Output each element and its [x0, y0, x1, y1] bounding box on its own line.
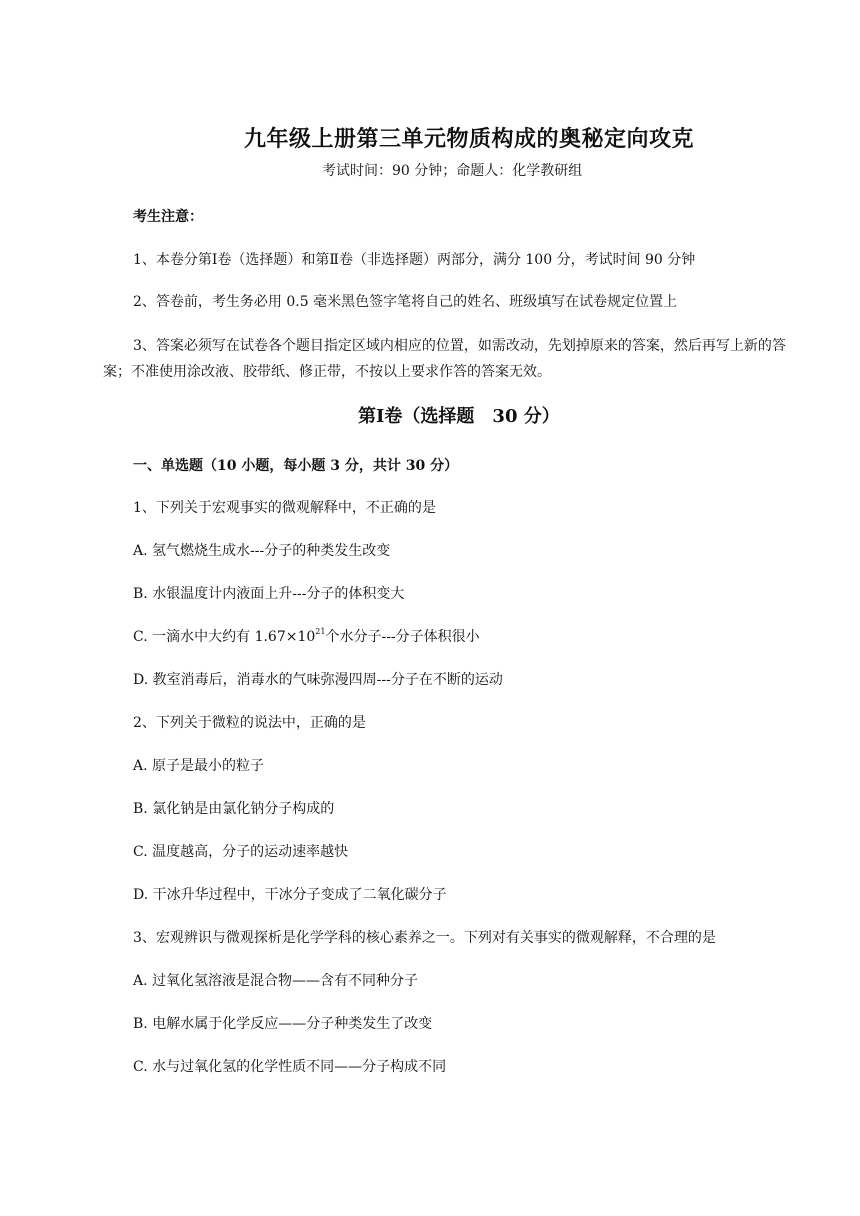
exponent: 21: [315, 627, 326, 636]
exam-title: 九年级上册第三单元物质构成的奥秘定向攻克: [244, 126, 695, 152]
question-1-option-d: D. 教室消毒后，消毒水的气味弥漫四周---分子在不断的运动: [133, 672, 503, 688]
notice-item-2: 2、答卷前，考生务必用 0.5 毫米黑色签字笔将自己的姓名、班级填写在试卷规定位置上: [133, 294, 678, 310]
question-2-option-b: B. 氯化钠是由氯化钠分子构成的: [133, 801, 335, 817]
question-2-stem: 2、下列关于微粒的说法中，正确的是: [133, 715, 366, 731]
notice-item-1: 1、本卷分第Ⅰ卷（选择题）和第Ⅱ卷（非选择题）两部分，满分 100 分，考试时间 90 分钟: [133, 252, 696, 268]
part-heading: 一、单选题（10 小题，每小题 3 分，共计 30 分）: [133, 458, 459, 474]
question-2-option-c: C. 温度越高，分子的运动速率越快: [133, 844, 349, 860]
option-c-text-tail: 个水分子---分子体积很小: [325, 629, 480, 645]
notice-heading: 考生注意：: [133, 209, 203, 225]
notice-item-3: 3、答案必须写在试卷各个题目指定区域内相应的位置，如需改动，先划掉原来的答案，然后再写上新的答案；不准使用涂改液、胶带纸、修正带，不按以上要求作答的答案无效。: [103, 338, 786, 380]
question-1-option-b: B. 水银温度计内液面上升---分子的体积变大: [133, 586, 405, 602]
question-1-option-c: [133, 626, 480, 646]
question-3-stem: 3、宏观辨识与微观探析是化学学科的核心素养之一。下列对有关事实的微观解释，不合理的是: [133, 930, 716, 946]
question-1-option-a: A. 氢气燃烧生成水---分子的种类发生改变: [133, 543, 391, 559]
question-3-option-a: A. 过氧化氢溶液是混合物——含有不同种分子: [133, 973, 419, 989]
question-1-stem: 1、下列关于宏观事实的微观解释中，不正确的是: [133, 500, 436, 516]
question-3-option-b: B. 电解水属于化学反应——分子种类发生了改变: [133, 1016, 433, 1032]
section-title: 第Ⅰ卷（选择题 30 分）: [358, 406, 560, 427]
option-c-text: C. 一滴水中大约有 1.67×10: [133, 629, 316, 645]
question-2-option-a: A. 原子是最小的粒子: [133, 758, 265, 774]
exam-subtitle: 考试时间：90 分钟；命题人：化学教研组: [322, 163, 583, 179]
question-3-option-c: C. 水与过氧化氢的化学性质不同——分子构成不同: [133, 1059, 447, 1075]
question-2-option-d: D. 干冰升华过程中，干冰分子变成了二氧化碳分子: [133, 887, 447, 903]
